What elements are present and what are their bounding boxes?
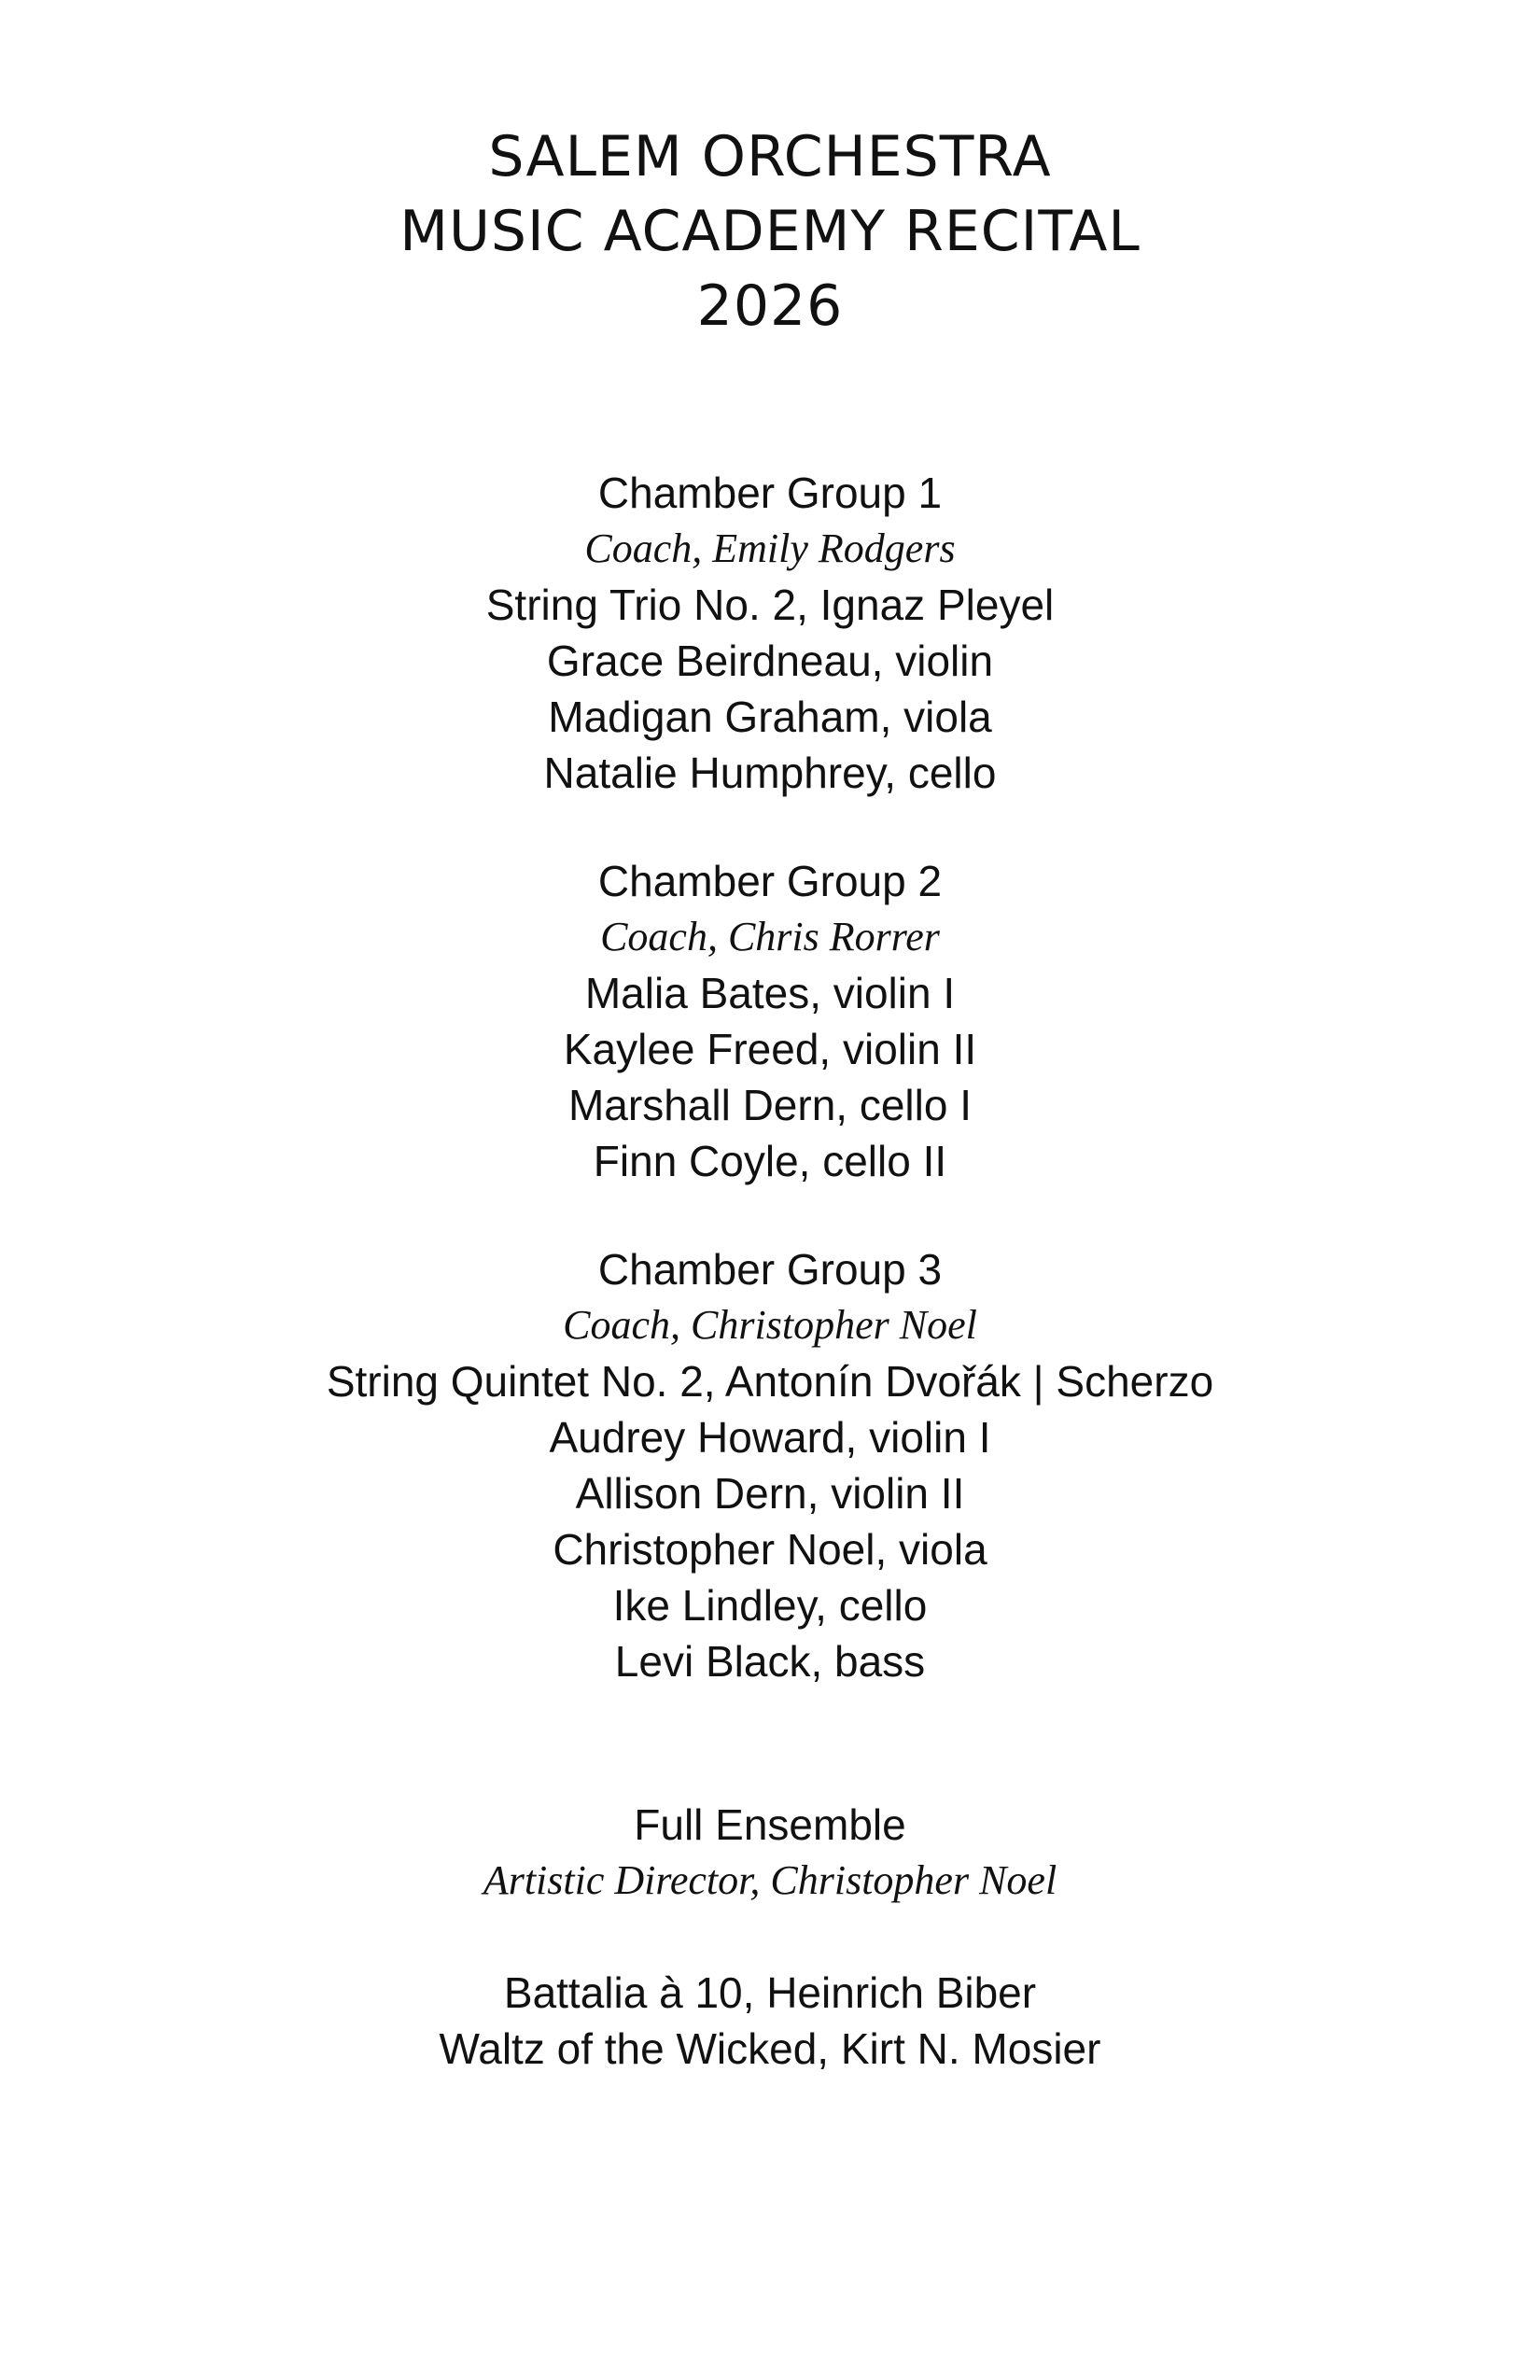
full-ensemble	[0, 1797, 1540, 2077]
performer: Grace Beirdneau, violin	[546, 637, 994, 685]
title-line-recital: MUSIC ACADEMY RECITAL	[399, 199, 1141, 264]
section-spacer	[0, 1909, 1540, 1965]
artistic-director: Artistic Director, Christopher Noel	[483, 1857, 1057, 1903]
performer: Malia Bates, violin I	[584, 969, 956, 1017]
piece-title: String Trio No. 2, Ignaz Pleyel	[485, 581, 1055, 629]
chamber-group-3	[0, 1241, 1540, 1689]
performer: Kaylee Freed, violin II	[563, 1025, 977, 1073]
group-name: Chamber Group 3	[597, 1245, 943, 1294]
group-coach: Coach, Christopher Noel	[563, 1302, 977, 1348]
ensemble-name: Full Ensemble	[634, 1800, 906, 1849]
performer: Marshall Dern, cello I	[567, 1081, 973, 1129]
performer: Christopher Noel, viola	[553, 1525, 987, 1574]
performer: Ike Lindley, cello	[612, 1581, 928, 1630]
program-title	[0, 119, 1540, 343]
performer: Madigan Graham, viola	[548, 693, 992, 741]
piece-title: Battalia à 10, Heinrich Biber	[503, 1968, 1037, 2017]
title-line-year: 2026	[696, 273, 844, 339]
piece-title: String Quintet No. 2, Antonín Dvořák | Scherzo	[326, 1357, 1214, 1406]
chamber-group-1	[0, 465, 1540, 801]
group-coach: Coach, Chris Rorrer	[600, 914, 940, 959]
group-name: Chamber Group 2	[597, 857, 943, 905]
chamber-group-2	[0, 853, 1540, 1189]
performer: Finn Coyle, cello II	[593, 1137, 947, 1185]
group-name: Chamber Group 1	[597, 469, 943, 517]
group-coach: Coach, Emily Rodgers	[584, 525, 956, 571]
performer: Allison Dern, violin II	[575, 1469, 965, 1518]
title-line-orchestra: SALEM ORCHESTRA	[488, 124, 1052, 189]
performer: Levi Black, bass	[614, 1637, 926, 1686]
piece-title: Waltz of the Wicked, Kirt N. Mosier	[439, 2024, 1101, 2073]
performer: Audrey Howard, violin I	[549, 1413, 991, 1462]
performer: Natalie Humphrey, cello	[543, 749, 997, 797]
